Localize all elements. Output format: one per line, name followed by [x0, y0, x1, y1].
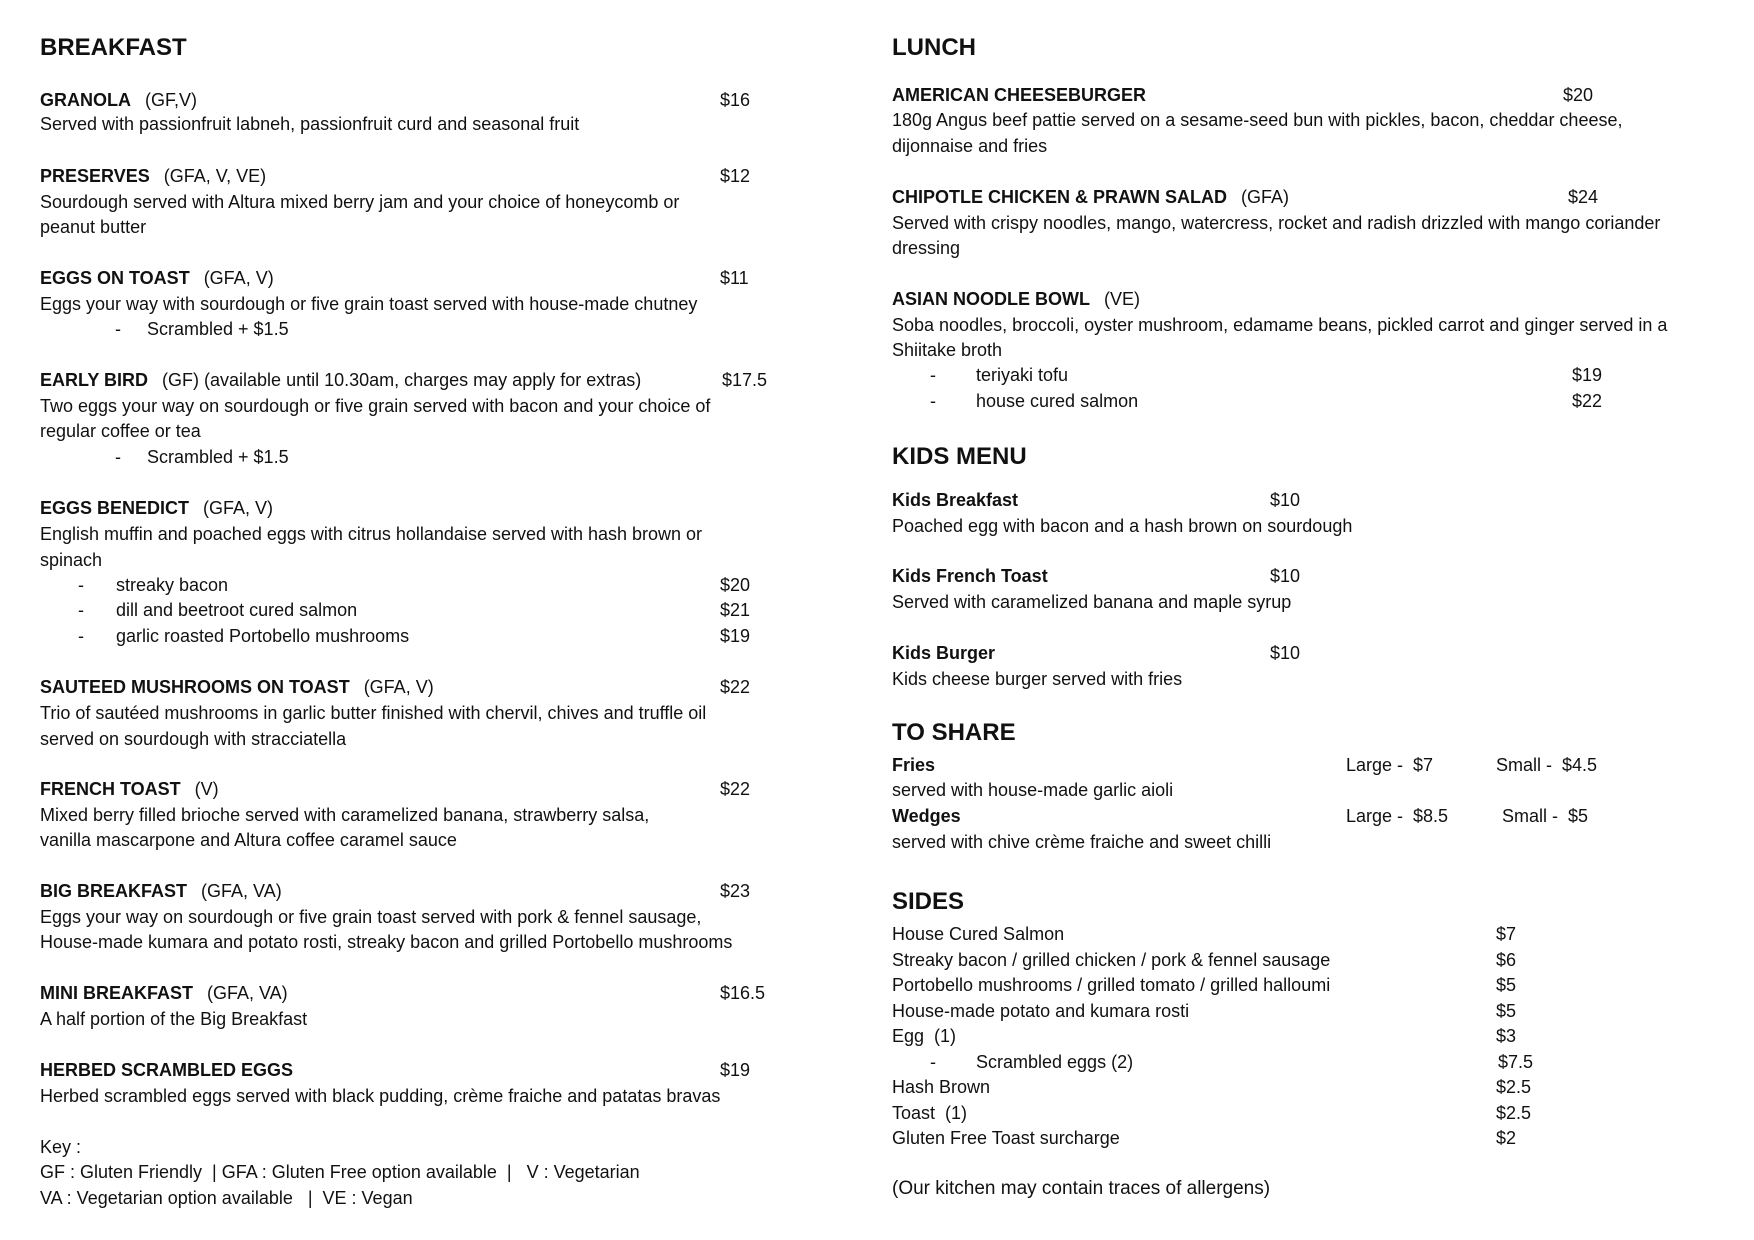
menu-item-description: regular coffee or tea: [40, 421, 201, 441]
side-price: $5: [1496, 1001, 1517, 1021]
menu-item-description: Served with crispy noodles, mango, watercress, rocket and radish drizzled with mango coriander: [892, 213, 1661, 233]
side-price: $2.5: [1496, 1103, 1532, 1123]
menu-item-extra: - Scrambled + $1.5: [115, 447, 289, 467]
menu-item-description: Trio of sautéed mushrooms in garlic butter finished with chervil, chives and truffle oil: [40, 703, 707, 723]
menu-item-description: dressing: [892, 238, 961, 258]
menu-item-price: $16.5: [720, 983, 766, 1003]
menu-item-name: BIG BREAKFAST (GFA, VA): [40, 881, 282, 901]
side-item: Hash Brown: [892, 1077, 991, 1097]
menu-item-description: Sourdough served with Altura mixed berry jam and your choice of honeycomb or: [40, 192, 680, 212]
menu-option: - teriyaki tofu: [930, 365, 1069, 385]
menu-item-price: $19: [720, 1060, 751, 1080]
menu-item-description: Kids cheese burger served with fries: [892, 669, 1183, 689]
key-line: GF : Gluten Friendly | GFA : Gluten Free option available | V : Vegetarian: [40, 1162, 640, 1182]
large-price: Large - $8.5: [1346, 806, 1449, 826]
menu-item-description: Herbed scrambled eggs served with black pudding, crème fraiche and patatas bravas: [40, 1086, 721, 1106]
menu-item-name: Kids Breakfast: [892, 490, 1019, 510]
menu-option-price: $19: [720, 626, 751, 646]
breakfast-heading: BREAKFAST: [40, 34, 187, 61]
menu-item-price: $11: [720, 268, 749, 288]
menu-item-description: Poached egg with bacon and a hash brown on sourdough: [892, 516, 1353, 536]
small-price: Small - $4.5: [1496, 755, 1598, 775]
side-price: $3: [1496, 1026, 1517, 1046]
menu-item-description: served on sourdough with stracciatella: [40, 729, 347, 749]
allergen-note: (Our kitchen may contain traces of allergens): [892, 1178, 1271, 1199]
menu-item-name: AMERICAN CHEESEBURGER: [892, 85, 1147, 105]
menu-item-name: SAUTEED MUSHROOMS ON TOAST (GFA, V): [40, 677, 434, 697]
side-item: House Cured Salmon: [892, 924, 1065, 944]
side-item: Egg (1): [892, 1026, 957, 1046]
menu-item-description: A half portion of the Big Breakfast: [40, 1009, 308, 1029]
menu-item-description: peanut butter: [40, 217, 147, 237]
menu-item-name: EARLY BIRD (GF) (available until 10.30am, charges may apply for extras): [40, 370, 642, 390]
menu-item-name: GRANOLA (GF,V): [40, 90, 197, 110]
menu-item-description: House-made kumara and potato rosti, streaky bacon and grilled Portobello mushrooms: [40, 932, 733, 952]
menu-option-price: $21: [720, 600, 751, 620]
menu-item-description: English muffin and poached eggs with citrus hollandaise served with hash brown or: [40, 524, 703, 544]
share-heading: TO SHARE: [892, 719, 1016, 746]
menu-option: - garlic roasted Portobello mushrooms: [78, 626, 410, 646]
menu-item-price: $10: [1270, 566, 1301, 586]
menu-item-name: Wedges: [892, 806, 961, 826]
key-line: VA : Vegetarian option available | VE : Vegan: [40, 1188, 413, 1208]
side-item: Gluten Free Toast surcharge: [892, 1128, 1120, 1148]
menu-item-name: HERBED SCRAMBLED EGGS: [40, 1060, 294, 1080]
menu-item-name: ASIAN NOODLE BOWL (VE): [892, 289, 1140, 309]
menu-item-description: 180g Angus beef pattie served on a sesame-seed bun with pickles, bacon, cheddar cheese,: [892, 110, 1623, 130]
menu-item-name: Kids Burger: [892, 643, 996, 663]
side-price: $2: [1496, 1128, 1517, 1148]
side-item: Streaky bacon / grilled chicken / pork & fennel sausage: [892, 950, 1331, 970]
menu-item-price: $10: [1270, 490, 1301, 510]
menu-item-name: Kids French Toast: [892, 566, 1048, 586]
menu-item-name: EGGS BENEDICT (GFA, V): [40, 498, 274, 518]
menu-item-name: FRENCH TOAST (V): [40, 779, 219, 799]
menu-item-price: $12: [720, 166, 751, 186]
menu-option: - house cured salmon: [930, 391, 1139, 411]
small-price: Small - $5: [1502, 806, 1589, 826]
menu-item-description: spinach: [40, 550, 103, 570]
menu-item-price: $10: [1270, 643, 1301, 663]
side-item: Toast (1): [892, 1103, 968, 1123]
menu-option-price: $19: [1572, 365, 1603, 385]
menu-item-description: Mixed berry filled brioche served with caramelized banana, strawberry salsa,: [40, 805, 650, 825]
menu-item-description: Soba noodles, broccoli, oyster mushroom, edamame beans, pickled carrot and ginger served in a: [892, 315, 1668, 335]
menu-item-description: dijonnaise and fries: [892, 136, 1048, 156]
menu-item-description: Eggs your way with sourdough or five grain toast served with house-made chutney: [40, 294, 698, 314]
menu-option-price: $22: [1572, 391, 1603, 411]
menu-item-name: EGGS ON TOAST (GFA, V): [40, 268, 274, 288]
menu-item-name: CHIPOTLE CHICKEN & PRAWN SALAD (GFA): [892, 187, 1290, 207]
menu-item-description: served with house-made garlic aioli: [892, 780, 1174, 800]
menu-item-price: $20: [1563, 85, 1594, 105]
side-price: $5: [1496, 975, 1517, 995]
lunch-heading: LUNCH: [892, 34, 976, 61]
menu-item-description: Shiitake broth: [892, 340, 1003, 360]
side-item: House-made potato and kumara rosti: [892, 1001, 1190, 1021]
menu-item-name: PRESERVES (GFA, V, VE): [40, 166, 267, 186]
menu-item-price: $24: [1568, 187, 1599, 207]
menu-item-description: vanilla mascarpone and Altura coffee caramel sauce: [40, 830, 457, 850]
sides-heading: SIDES: [892, 888, 965, 915]
side-item: Portobello mushrooms / grilled tomato / grilled halloumi: [892, 975, 1331, 995]
kids-heading: KIDS MENU: [892, 443, 1027, 470]
menu-item-price: $22: [720, 677, 751, 697]
large-price: Large - $7: [1346, 755, 1434, 775]
menu-option: - dill and beetroot cured salmon: [78, 600, 358, 620]
menu-item-name: MINI BREAKFAST (GFA, VA): [40, 983, 288, 1003]
side-price: $6: [1496, 950, 1517, 970]
side-item: - Scrambled eggs (2): [930, 1052, 1134, 1072]
menu-item-description: Two eggs your way on sourdough or five grain served with bacon and your choice of: [40, 396, 711, 416]
menu-item-extra: - Scrambled + $1.5: [115, 319, 289, 339]
side-price: $7: [1496, 924, 1517, 944]
menu-item-description: served with chive crème fraiche and sweet chilli: [892, 832, 1272, 852]
menu-option: - streaky bacon: [78, 575, 229, 595]
menu-item-price: $22: [720, 779, 751, 799]
menu-item-description: Served with passionfruit labneh, passionfruit curd and seasonal fruit: [40, 114, 580, 134]
menu-item-description: Eggs your way on sourdough or five grain toast served with pork & fennel sausage,: [40, 907, 702, 927]
key-title: Key :: [40, 1137, 82, 1157]
menu-item-name: Fries: [892, 755, 936, 775]
menu-item-price: $16: [720, 90, 751, 110]
menu-option-price: $20: [720, 575, 751, 595]
menu-item-description: Served with caramelized banana and maple syrup: [892, 592, 1292, 612]
menu-item-price: $17.5: [722, 370, 768, 390]
side-price: $7.5: [1498, 1052, 1534, 1072]
side-price: $2.5: [1496, 1077, 1532, 1097]
menu-item-price: $23: [720, 881, 751, 901]
